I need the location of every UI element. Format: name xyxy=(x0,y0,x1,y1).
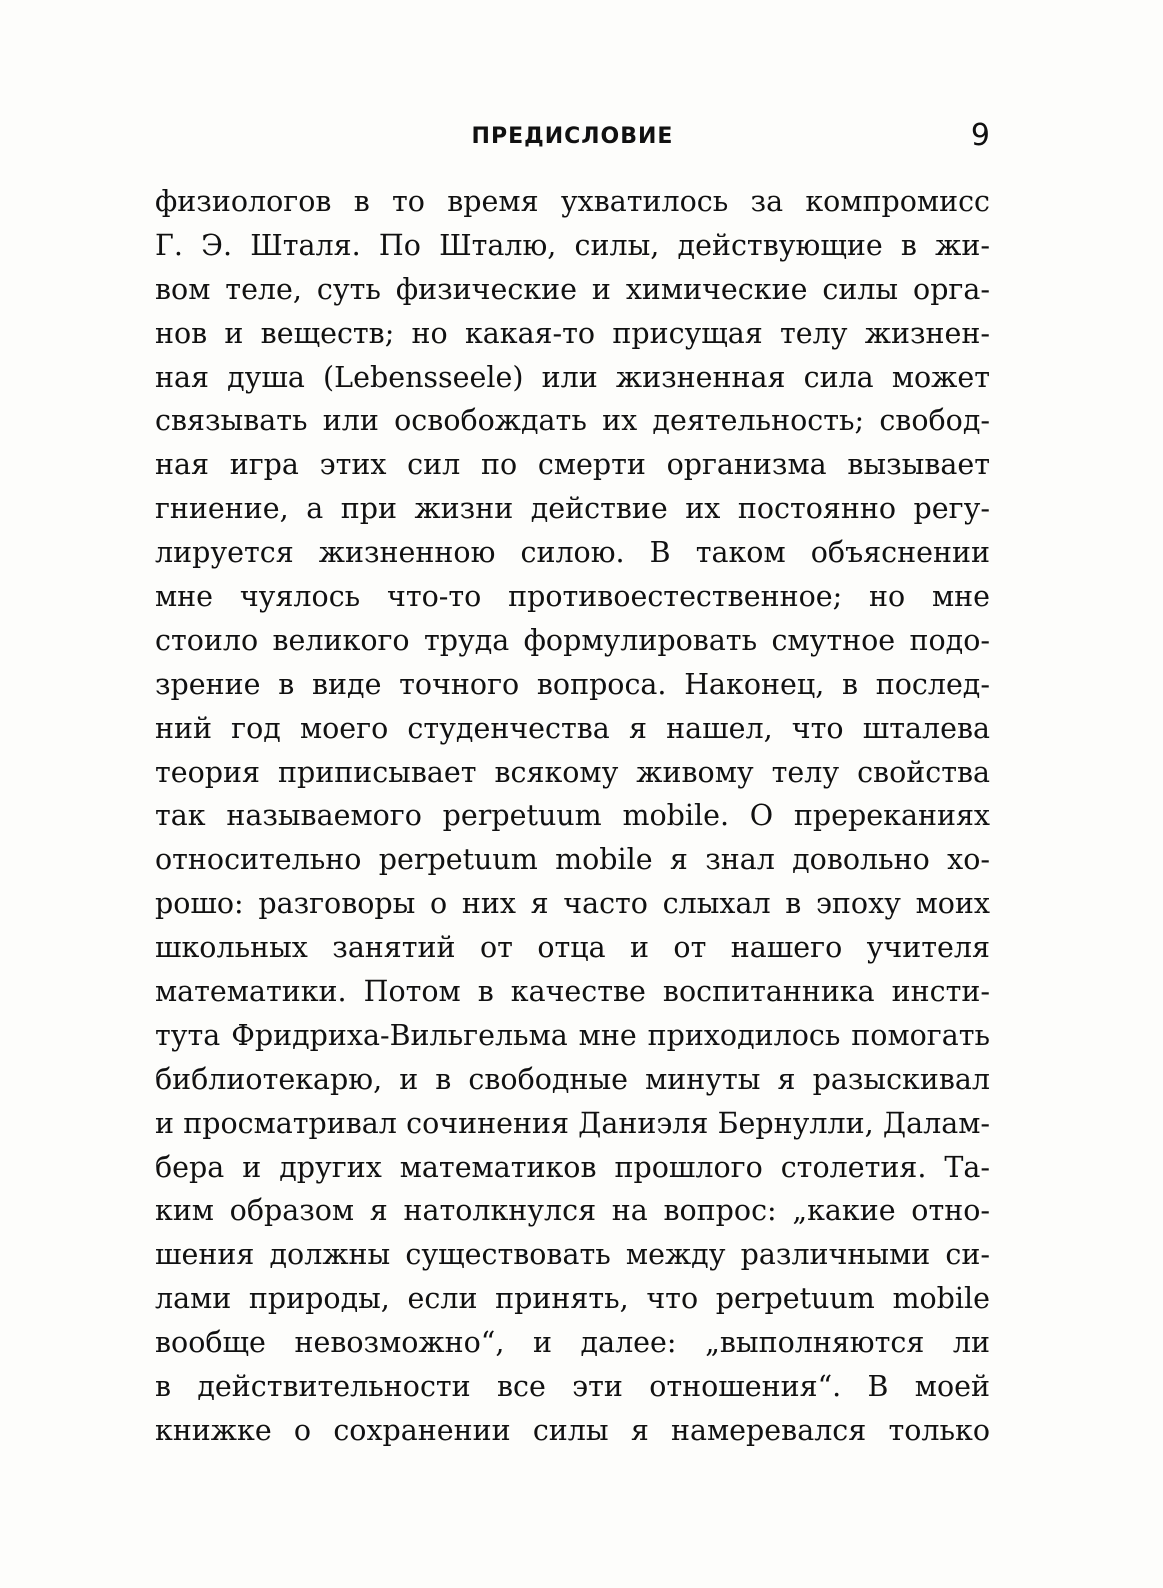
running-title: ПРЕДИСЛОВИЕ xyxy=(471,124,674,149)
text-line: лами природы, если принять, что perpetuum mobile xyxy=(155,1282,990,1316)
text-line: бера и других математиков прошлого столетия. Та- xyxy=(155,1150,990,1184)
text-line: вом теле, суть физические и химические силы орга- xyxy=(155,272,990,306)
text-line: тута Фридриха-Вильгельма мне приходилось помогать xyxy=(155,1018,990,1052)
text-line: ний год моего студенчества я нашел, что шталева xyxy=(155,711,990,745)
text-line: ким образом я натолкнулся на вопрос: „какие отно- xyxy=(155,1194,990,1228)
text-line: связывать или освобождать их деятельность; свобод- xyxy=(155,404,990,438)
text-line: Г. Э. Шталя. По Шталю, силы, действующие в жи- xyxy=(155,228,990,262)
text-line: относительно perpetuum mobile я знал довольно хо- xyxy=(155,843,990,877)
text-line: физиологов в то время ухватилось за компромисс xyxy=(155,185,990,218)
text-line: гниение, а при жизни действие их постоянно регу- xyxy=(155,492,990,526)
body-text xyxy=(155,180,990,1453)
text-line: шения должны существовать между различными си- xyxy=(155,1238,990,1272)
text-line: школьных занятий от отца и от нашего учителя xyxy=(155,931,990,965)
running-head xyxy=(155,118,990,158)
page-number: 9 xyxy=(970,118,990,153)
text-line: мне чуялось что-то противоестественное; но мне xyxy=(155,580,990,614)
text-line: книжке о сохранении силы я намеревался только xyxy=(155,1413,990,1447)
text-line: ная игра этих сил по смерти организма вызывает xyxy=(155,448,990,482)
text-line: библиотекарю, и в свободные минуты я разыскивал xyxy=(155,1062,990,1096)
text-line: зрение в виде точного вопроса. Наконец, в послед- xyxy=(155,667,990,701)
text-line: и просматривал сочинения Даниэля Бернулли, Далам- xyxy=(155,1106,990,1140)
text-line: рошо: разговоры о них я часто слыхал в эпоху моих xyxy=(155,887,990,921)
text-line: ная душа (Lebensseele) или жизненная сила может xyxy=(155,360,990,394)
text-line: в действительности все эти отношения“. В моей xyxy=(155,1370,990,1404)
text-line: вообще невозможно“, и далее: „выполняются ли xyxy=(155,1326,990,1360)
text-line: математики. Потом в качестве воспитанника инсти- xyxy=(155,975,990,1009)
text-line: нов и веществ; но какая-то присущая телу жизнен- xyxy=(155,316,990,350)
text-line: так называемого perpetuum mobile. О пререканиях xyxy=(155,799,990,833)
text-line: теория приписывает всякому живому телу свойства xyxy=(155,755,990,789)
text-line: лируется жизненною силою. В таком объяснении xyxy=(155,536,990,570)
text-line: стоило великого труда формулировать смутное подо- xyxy=(155,623,990,657)
